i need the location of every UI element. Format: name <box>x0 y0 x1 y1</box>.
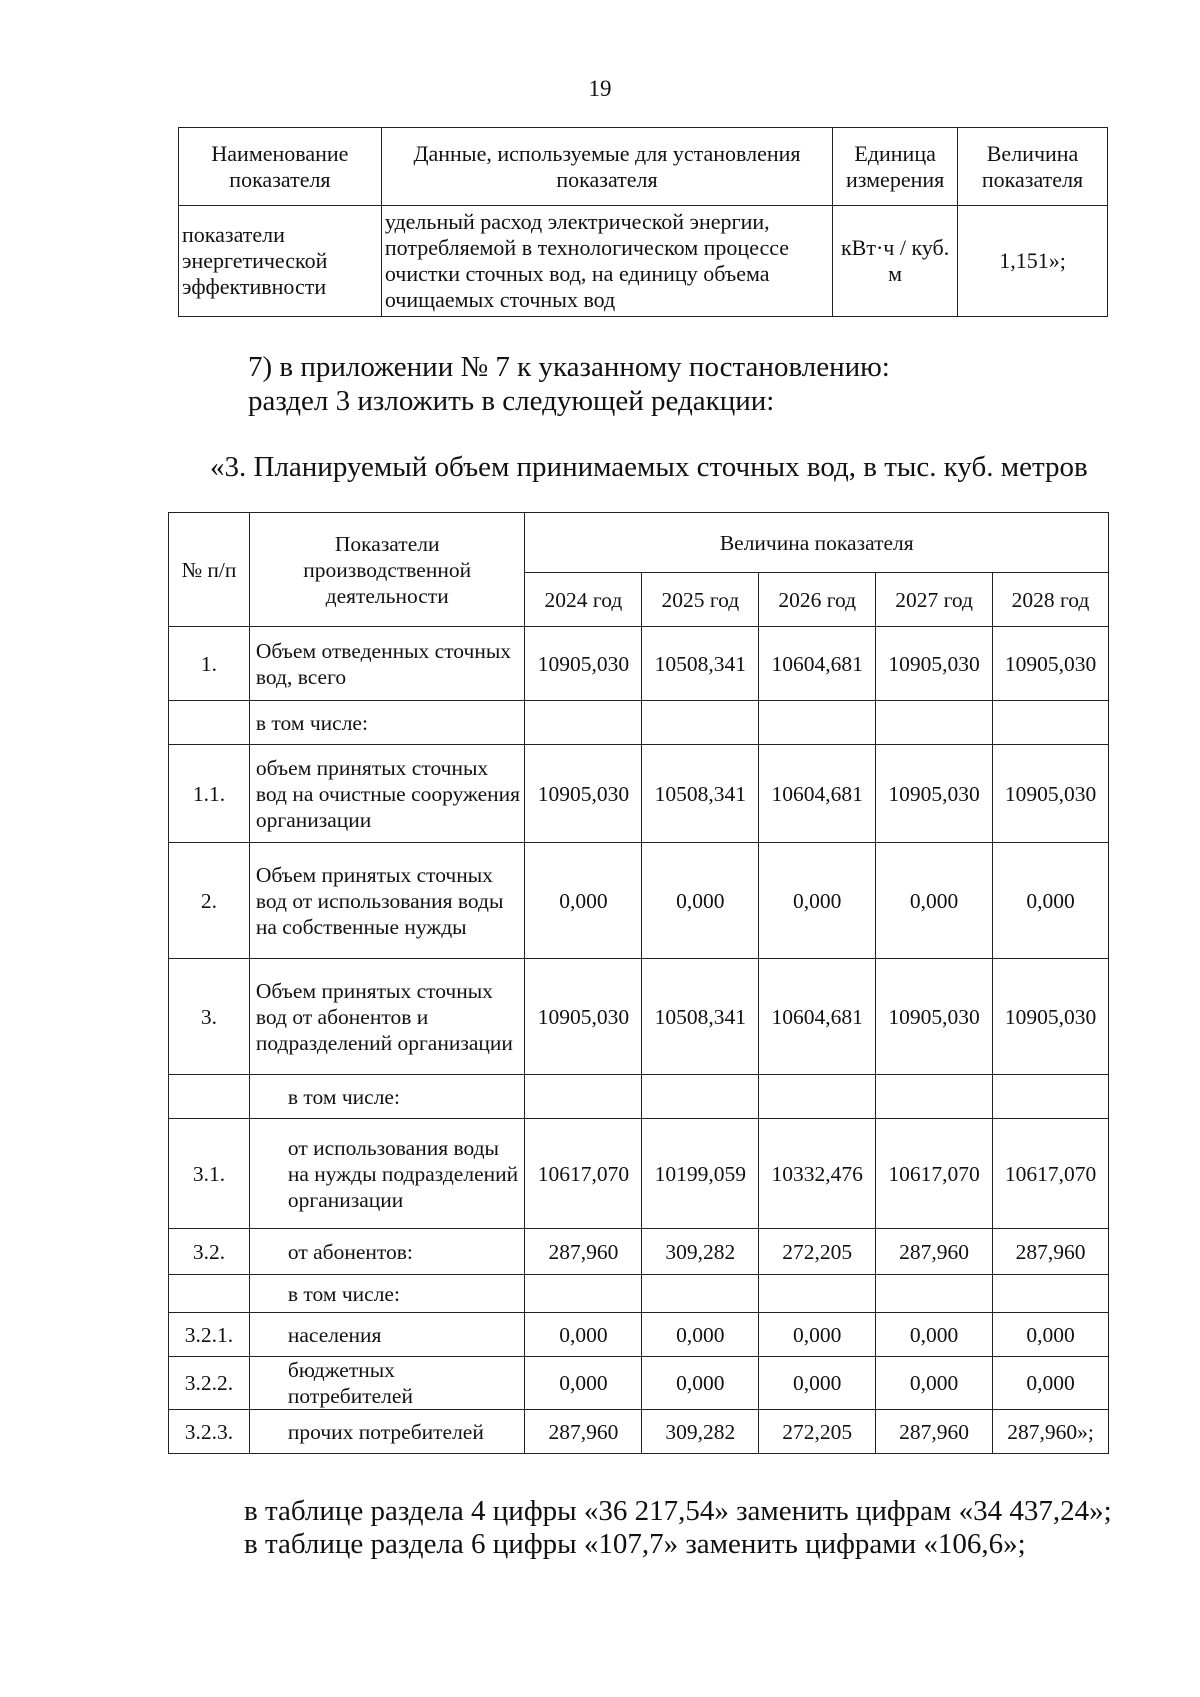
row-indicator-name: бюджетных потребителей <box>249 1357 525 1410</box>
row-value-2025: 0,000 <box>642 1313 759 1357</box>
wastewater-volume-table <box>168 512 1109 1454</box>
table-row <box>169 745 1109 843</box>
row-value-2024: 0,000 <box>525 1313 642 1357</box>
row-value-2025 <box>642 1275 759 1313</box>
row-number: 3. <box>169 959 250 1075</box>
row-value-2027: 10905,030 <box>876 959 993 1075</box>
paragraph-line-1: 7) в приложении № 7 к указанному постановлению: <box>248 351 890 383</box>
table-header-row <box>169 513 1109 573</box>
header-year: 2024 год <box>525 573 642 627</box>
row-value-2028: 287,960»; <box>993 1410 1109 1454</box>
row-number: 3.2.2. <box>169 1357 250 1410</box>
row-value-2028: 10905,030 <box>993 627 1109 701</box>
indicator-name: показатели энергетической эффективности <box>179 206 382 317</box>
paragraph-line-2: раздел 3 изложить в следующей редакции: <box>248 385 775 417</box>
row-value-2028: 0,000 <box>993 843 1109 959</box>
table-header-row <box>179 128 1108 206</box>
row-indicator-name: Объем отведенных сточных вод, всего <box>249 627 525 701</box>
row-value-2026: 272,205 <box>759 1229 876 1275</box>
row-value-2024: 287,960 <box>525 1229 642 1275</box>
row-value-2025: 10508,341 <box>642 627 759 701</box>
header-indicator: Показатели производственной деятельности <box>249 513 525 627</box>
row-value-2028: 10905,030 <box>993 959 1109 1075</box>
table-row <box>169 1357 1109 1410</box>
table-row <box>169 1119 1109 1229</box>
row-value-2028 <box>993 1275 1109 1313</box>
row-value-2024 <box>525 701 642 745</box>
row-value-2025: 10199,059 <box>642 1119 759 1229</box>
row-indicator-name: населения <box>249 1313 525 1357</box>
indicator-table <box>178 127 1108 317</box>
table-row <box>169 959 1109 1075</box>
row-value-2026: 10332,476 <box>759 1119 876 1229</box>
row-value-2027: 0,000 <box>876 1313 993 1357</box>
header-value: Величина показателя <box>958 128 1108 206</box>
row-value-2025: 309,282 <box>642 1410 759 1454</box>
row-value-2026: 10604,681 <box>759 959 876 1075</box>
table-row <box>169 701 1109 745</box>
row-value-2025 <box>642 1075 759 1119</box>
row-indicator-name: от абонентов: <box>249 1229 525 1275</box>
header-number: № п/п <box>169 513 250 627</box>
row-value-2025: 309,282 <box>642 1229 759 1275</box>
row-indicator-name: прочих потребителей <box>249 1410 525 1454</box>
header-indicator-data: Данные, используемые для установления показателя <box>381 128 832 206</box>
row-value-2025 <box>642 701 759 745</box>
row-value-2026: 272,205 <box>759 1410 876 1454</box>
header-year: 2027 год <box>876 573 993 627</box>
row-value-2024 <box>525 1275 642 1313</box>
indicator-value: 1,151»; <box>958 206 1108 317</box>
row-value-2028: 0,000 <box>993 1313 1109 1357</box>
row-number: 2. <box>169 843 250 959</box>
row-value-2024: 10617,070 <box>525 1119 642 1229</box>
row-value-2027: 10905,030 <box>876 627 993 701</box>
row-indicator-name: объем принятых сточных вод на очистные сооружения организации <box>249 745 525 843</box>
row-value-2028: 0,000 <box>993 1357 1109 1410</box>
row-number <box>169 701 250 745</box>
row-number: 1. <box>169 627 250 701</box>
row-value-2027 <box>876 1075 993 1119</box>
row-number <box>169 1275 250 1313</box>
row-value-2027: 0,000 <box>876 1357 993 1410</box>
footer-line-1: в таблице раздела 4 цифры «36 217,54» заменить цифрам «34 437,24»; <box>244 1495 1112 1527</box>
row-value-2026 <box>759 1075 876 1119</box>
table-row <box>169 1275 1109 1313</box>
row-value-2026: 10604,681 <box>759 745 876 843</box>
row-value-2025: 10508,341 <box>642 745 759 843</box>
row-value-2025: 0,000 <box>642 1357 759 1410</box>
row-value-2028: 10617,070 <box>993 1119 1109 1229</box>
row-value-2024: 0,000 <box>525 1357 642 1410</box>
row-value-2026: 0,000 <box>759 1357 876 1410</box>
row-indicator-name: Объем принятых сточных вод от использования воды на собственные нужды <box>249 843 525 959</box>
header-year: 2028 год <box>993 573 1109 627</box>
table-row <box>169 1410 1109 1454</box>
row-value-2024: 10905,030 <box>525 745 642 843</box>
header-unit: Единица измерения <box>833 128 958 206</box>
row-number <box>169 1075 250 1119</box>
header-year: 2026 год <box>759 573 876 627</box>
table-row <box>169 1229 1109 1275</box>
table-row <box>169 1075 1109 1119</box>
row-value-2027: 287,960 <box>876 1410 993 1454</box>
row-value-2024: 0,000 <box>525 843 642 959</box>
row-value-2027: 287,960 <box>876 1229 993 1275</box>
row-indicator-name: Объем принятых сточных вод от абонентов и подразделений организации <box>249 959 525 1075</box>
row-value-2028: 287,960 <box>993 1229 1109 1275</box>
row-value-2024: 287,960 <box>525 1410 642 1454</box>
row-number: 1.1. <box>169 745 250 843</box>
row-value-2026 <box>759 1275 876 1313</box>
table-row <box>169 843 1109 959</box>
row-value-2025: 10508,341 <box>642 959 759 1075</box>
indicator-unit: кВт·ч / куб. м <box>833 206 958 317</box>
row-value-2024 <box>525 1075 642 1119</box>
row-value-2024: 10905,030 <box>525 959 642 1075</box>
table-row <box>169 1313 1109 1357</box>
row-number: 3.2. <box>169 1229 250 1275</box>
row-indicator-name: в том числе: <box>249 701 525 745</box>
row-value-2027 <box>876 1275 993 1313</box>
row-value-2026: 10604,681 <box>759 627 876 701</box>
row-number: 3.2.1. <box>169 1313 250 1357</box>
table-row <box>179 206 1108 317</box>
table-row <box>169 627 1109 701</box>
row-value-2027 <box>876 701 993 745</box>
footer-line-2: в таблице раздела 6 цифры «107,7» заменить цифрами «106,6»; <box>244 1528 1026 1560</box>
row-value-2026 <box>759 701 876 745</box>
row-number: 3.1. <box>169 1119 250 1229</box>
header-indicator-name: Наименование показателя <box>179 128 382 206</box>
row-value-2028 <box>993 1075 1109 1119</box>
header-year: 2025 год <box>642 573 759 627</box>
row-value-2026: 0,000 <box>759 1313 876 1357</box>
row-value-2025: 0,000 <box>642 843 759 959</box>
row-indicator-name: в том числе: <box>249 1275 525 1313</box>
row-value-2027: 0,000 <box>876 843 993 959</box>
header-value-group: Величина показателя <box>525 513 1109 573</box>
indicator-data: удельный расход электрической энергии, потребляемой в технологическом процессе очистки сточных вод, на единицу объема очищаемых сточных вод <box>381 206 832 317</box>
row-value-2027: 10905,030 <box>876 745 993 843</box>
page-number: 19 <box>588 76 612 101</box>
row-indicator-name: от использования воды на нужды подразделений организации <box>249 1119 525 1229</box>
section-title: «3. Планируемый объем принимаемых сточных вод, в тыс. куб. метров <box>210 451 1088 483</box>
row-value-2024: 10905,030 <box>525 627 642 701</box>
row-number: 3.2.3. <box>169 1410 250 1454</box>
row-value-2027: 10617,070 <box>876 1119 993 1229</box>
row-indicator-name: в том числе: <box>249 1075 525 1119</box>
row-value-2028 <box>993 701 1109 745</box>
row-value-2026: 0,000 <box>759 843 876 959</box>
row-value-2028: 10905,030 <box>993 745 1109 843</box>
